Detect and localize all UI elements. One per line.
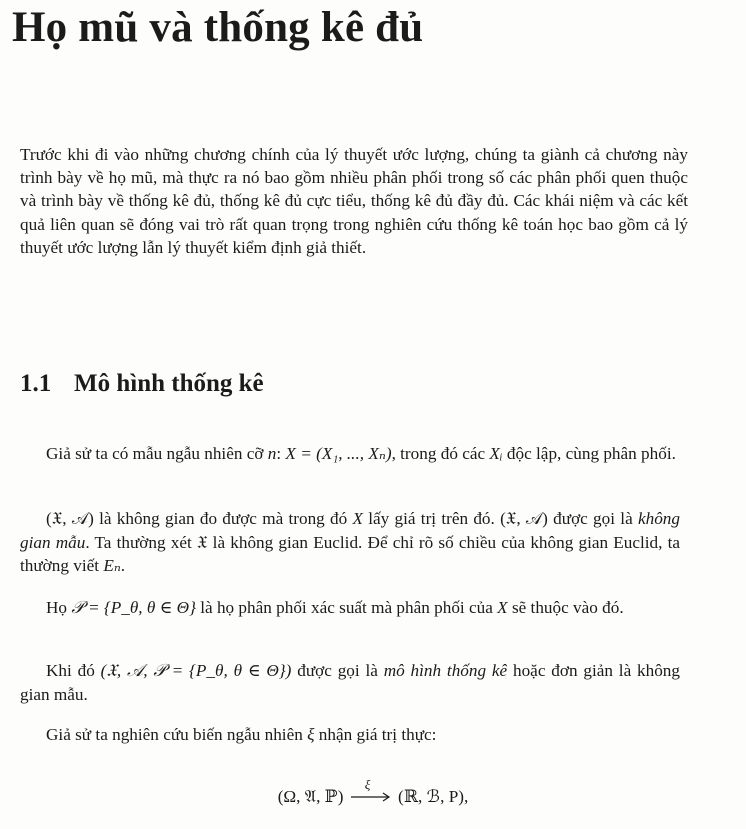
section-heading (20, 370, 264, 398)
text-run: được gọi là (291, 661, 384, 680)
equation-right: (ℝ, ℬ, P), (398, 787, 469, 806)
text-run: Giả sử ta nghiên cứu biến ngẫu nhiên (46, 725, 308, 744)
section-title: Mô hình thống kê (74, 370, 264, 397)
arrow-label: ξ (364, 777, 371, 793)
display-equation (0, 777, 746, 807)
math-space: (𝔛, 𝒜) (46, 509, 94, 528)
text-run: là họ phân phối xác suất mà phân phối của (195, 598, 498, 617)
text-run: . Ta thường xét (85, 532, 197, 552)
text-run: sẽ thuộc vào đó. (507, 598, 624, 617)
section-number: 1.1 (20, 370, 52, 397)
text-run: , trong đó các (391, 444, 490, 463)
math-n: n (267, 444, 277, 463)
math-x: X (497, 598, 508, 617)
math-xi: Xᵢ (489, 444, 503, 463)
math-sample: X = (X₁, ..., Xₙ) (285, 444, 392, 463)
equation-left: (Ω, 𝔄, ℙ) (277, 787, 344, 806)
text-run: hoặc đơn giản là không gian mẫu. (20, 661, 680, 704)
math-family: 𝒫 = {P_θ, θ ∈ Θ} (71, 598, 196, 617)
text-run: nhận giá trị thực: (314, 725, 437, 744)
math-x-space: 𝔛 (196, 532, 208, 552)
chapter-title: Họ mũ và thống kê đủ (12, 4, 424, 51)
paragraph-sample (20, 442, 680, 466)
mapping-arrow (348, 777, 394, 805)
math-xi: ξ (307, 725, 315, 744)
text-run: : (276, 444, 286, 463)
text-run: là không gian đo được mà trong đó (93, 509, 353, 528)
text-run: được gọi là (547, 509, 638, 528)
text-run: Giả sử ta có mẫu ngẫu nhiên cỡ (46, 444, 268, 463)
text-run: lấy giá trị trên đó. (362, 509, 501, 528)
text-run: độc lập, cùng phân phối. (502, 444, 676, 463)
text-run: là không gian Euclid. Để chỉ rõ số chiều của không gian Euclid, ta thường viết (20, 532, 681, 575)
intro-paragraph: Trước khi đi vào những chương chính của lý thuyết ước lượng, chúng ta giành cả chương này trình bày về họ mũ, mà thực ra nó bao gồm nhiều phân phối trong số các phân phối quen thuộc và trình bày về thống kê đủ, thống kê đủ cực tiểu, thống kê đủ đầy đủ. Các khái niệm và các kết quả liên quan sẽ đóng vai trò rất quan trọng trong nghiên cứu thống kê toán học bao gồm cả lý thuyết ước lượng lẫn lý thuyết kiểm định giả thiết. (20, 145, 688, 257)
math-space: (𝔛, 𝒜) (500, 509, 548, 528)
paragraph-model (20, 659, 680, 706)
paragraph-sample-space (20, 507, 680, 578)
text-run: Khi đó (46, 661, 101, 680)
term-sample-space: không gian mẫu (20, 509, 680, 552)
arrow-icon (348, 779, 394, 805)
text-run: Họ (46, 598, 72, 617)
text-run: . (120, 556, 126, 575)
math-en: Eₙ (103, 556, 121, 575)
paragraph-random-variable (20, 723, 680, 747)
term-statistical-model: mô hình thống kê (383, 661, 508, 680)
math-x: X (352, 509, 363, 528)
paragraph-family (20, 596, 680, 620)
math-model: (𝔛, 𝒜, 𝒫 = {P_θ, θ ∈ Θ}) (100, 661, 292, 680)
